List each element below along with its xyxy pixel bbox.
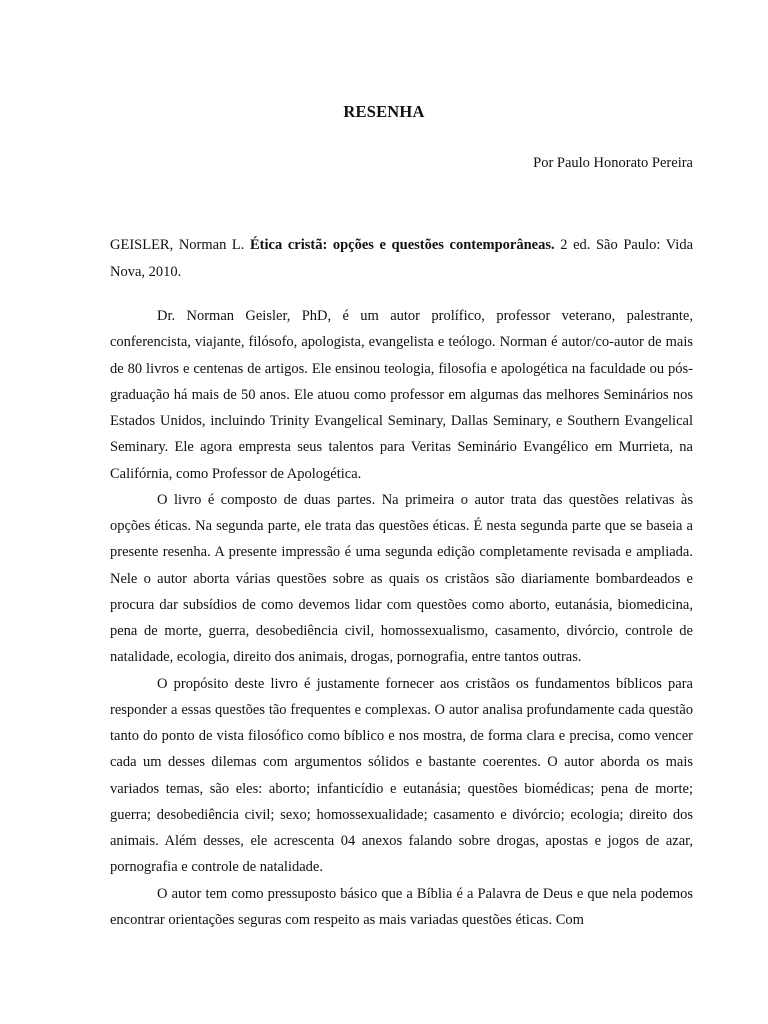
paragraph-book-structure: O livro é composto de duas partes. Na primeira o autor trata das questões relativas às opções éticas. Na segunda parte, ele trata das questões éticas. É nesta segunda parte que se baseia a presente resenha. A presente impressão é uma segunda edição completamente revisada e ampliada. Nele o autor aborta várias questões sobre as quais os cristãos são diariamente bombardeados e procura dar subsídios de como devemos lidar com questões como aborto, eutanásia, biomedicina, pena de morte, guerra, desobediência civil, homossexualismo, casamento, divórcio, controle de natalidade, ecologia, direito dos animais, drogas, pornografia, entre tantos outras. <box>110 491 693 666</box>
reference-book-title: Ética cristã: opções e questões contemporâneas. <box>250 237 555 253</box>
document-title: RESENHA <box>343 102 425 121</box>
reference-author: GEISLER, Norman L. <box>110 237 245 253</box>
reference-details: 2 ed. São Paulo: Vida Nova, 2010. <box>110 237 694 280</box>
author-line: Por Paulo Honorato Pereira <box>533 155 693 171</box>
bibliographic-reference <box>110 232 693 285</box>
paragraph-author-bio: Dr. Norman Geisler, PhD, é um autor prolífico, professor veterano, palestrante, conferencista, viajante, filósofo, apologista, evangelista e teólogo. Norman é autor/co-autor de mais de 80 livros e centenas de artigos. Ele ensinou teologia, filosofia e apologética na faculdade ou pós-graduação há mais de 50 anos. Ele atuou como professor em algumas das melhores Seminários nos Estados Unidos, incluindo Trinity Evangelical Seminary, Dallas Seminary, e Southern Evangelical Seminary. Ele agora empresta seus talentos para Veritas Seminário Evangélico em Murrieta, na Califórnia, como Professor de Apologética. <box>110 308 693 482</box>
paragraph-presupposition: O autor tem como pressuposto básico que a Bíblia é a Palavra de Deus e que nela podemos encontrar orientações seguras com respeito as mais variadas questões éticas. Com <box>110 885 693 928</box>
paragraph-book-purpose: O propósito deste livro é justamente fornecer aos cristãos os fundamentos bíblicos para responder a essas questões tão frequentes e complexas. O autor analisa profundamente cada questão tanto do ponto de vista filosófico como bíblico e nos mostra, de forma clara e precisa, como vencer cada um desses dilemas com argumentos sólidos e bastante coerentes. O autor aborda os mais variados temas, são eles: aborto; infanticídio e eutanásia; questões biomédicas; pena de morte; guerra; desobediência civil; sexo; homossexualidade; casamento e divórcio; ecologia; direito dos animais. Além desses, ele acrescenta 04 anexos falando sobre drogas, apostas e jogos de azar, pornografia e controle de natalidade. <box>110 675 693 876</box>
review-body <box>110 303 693 933</box>
